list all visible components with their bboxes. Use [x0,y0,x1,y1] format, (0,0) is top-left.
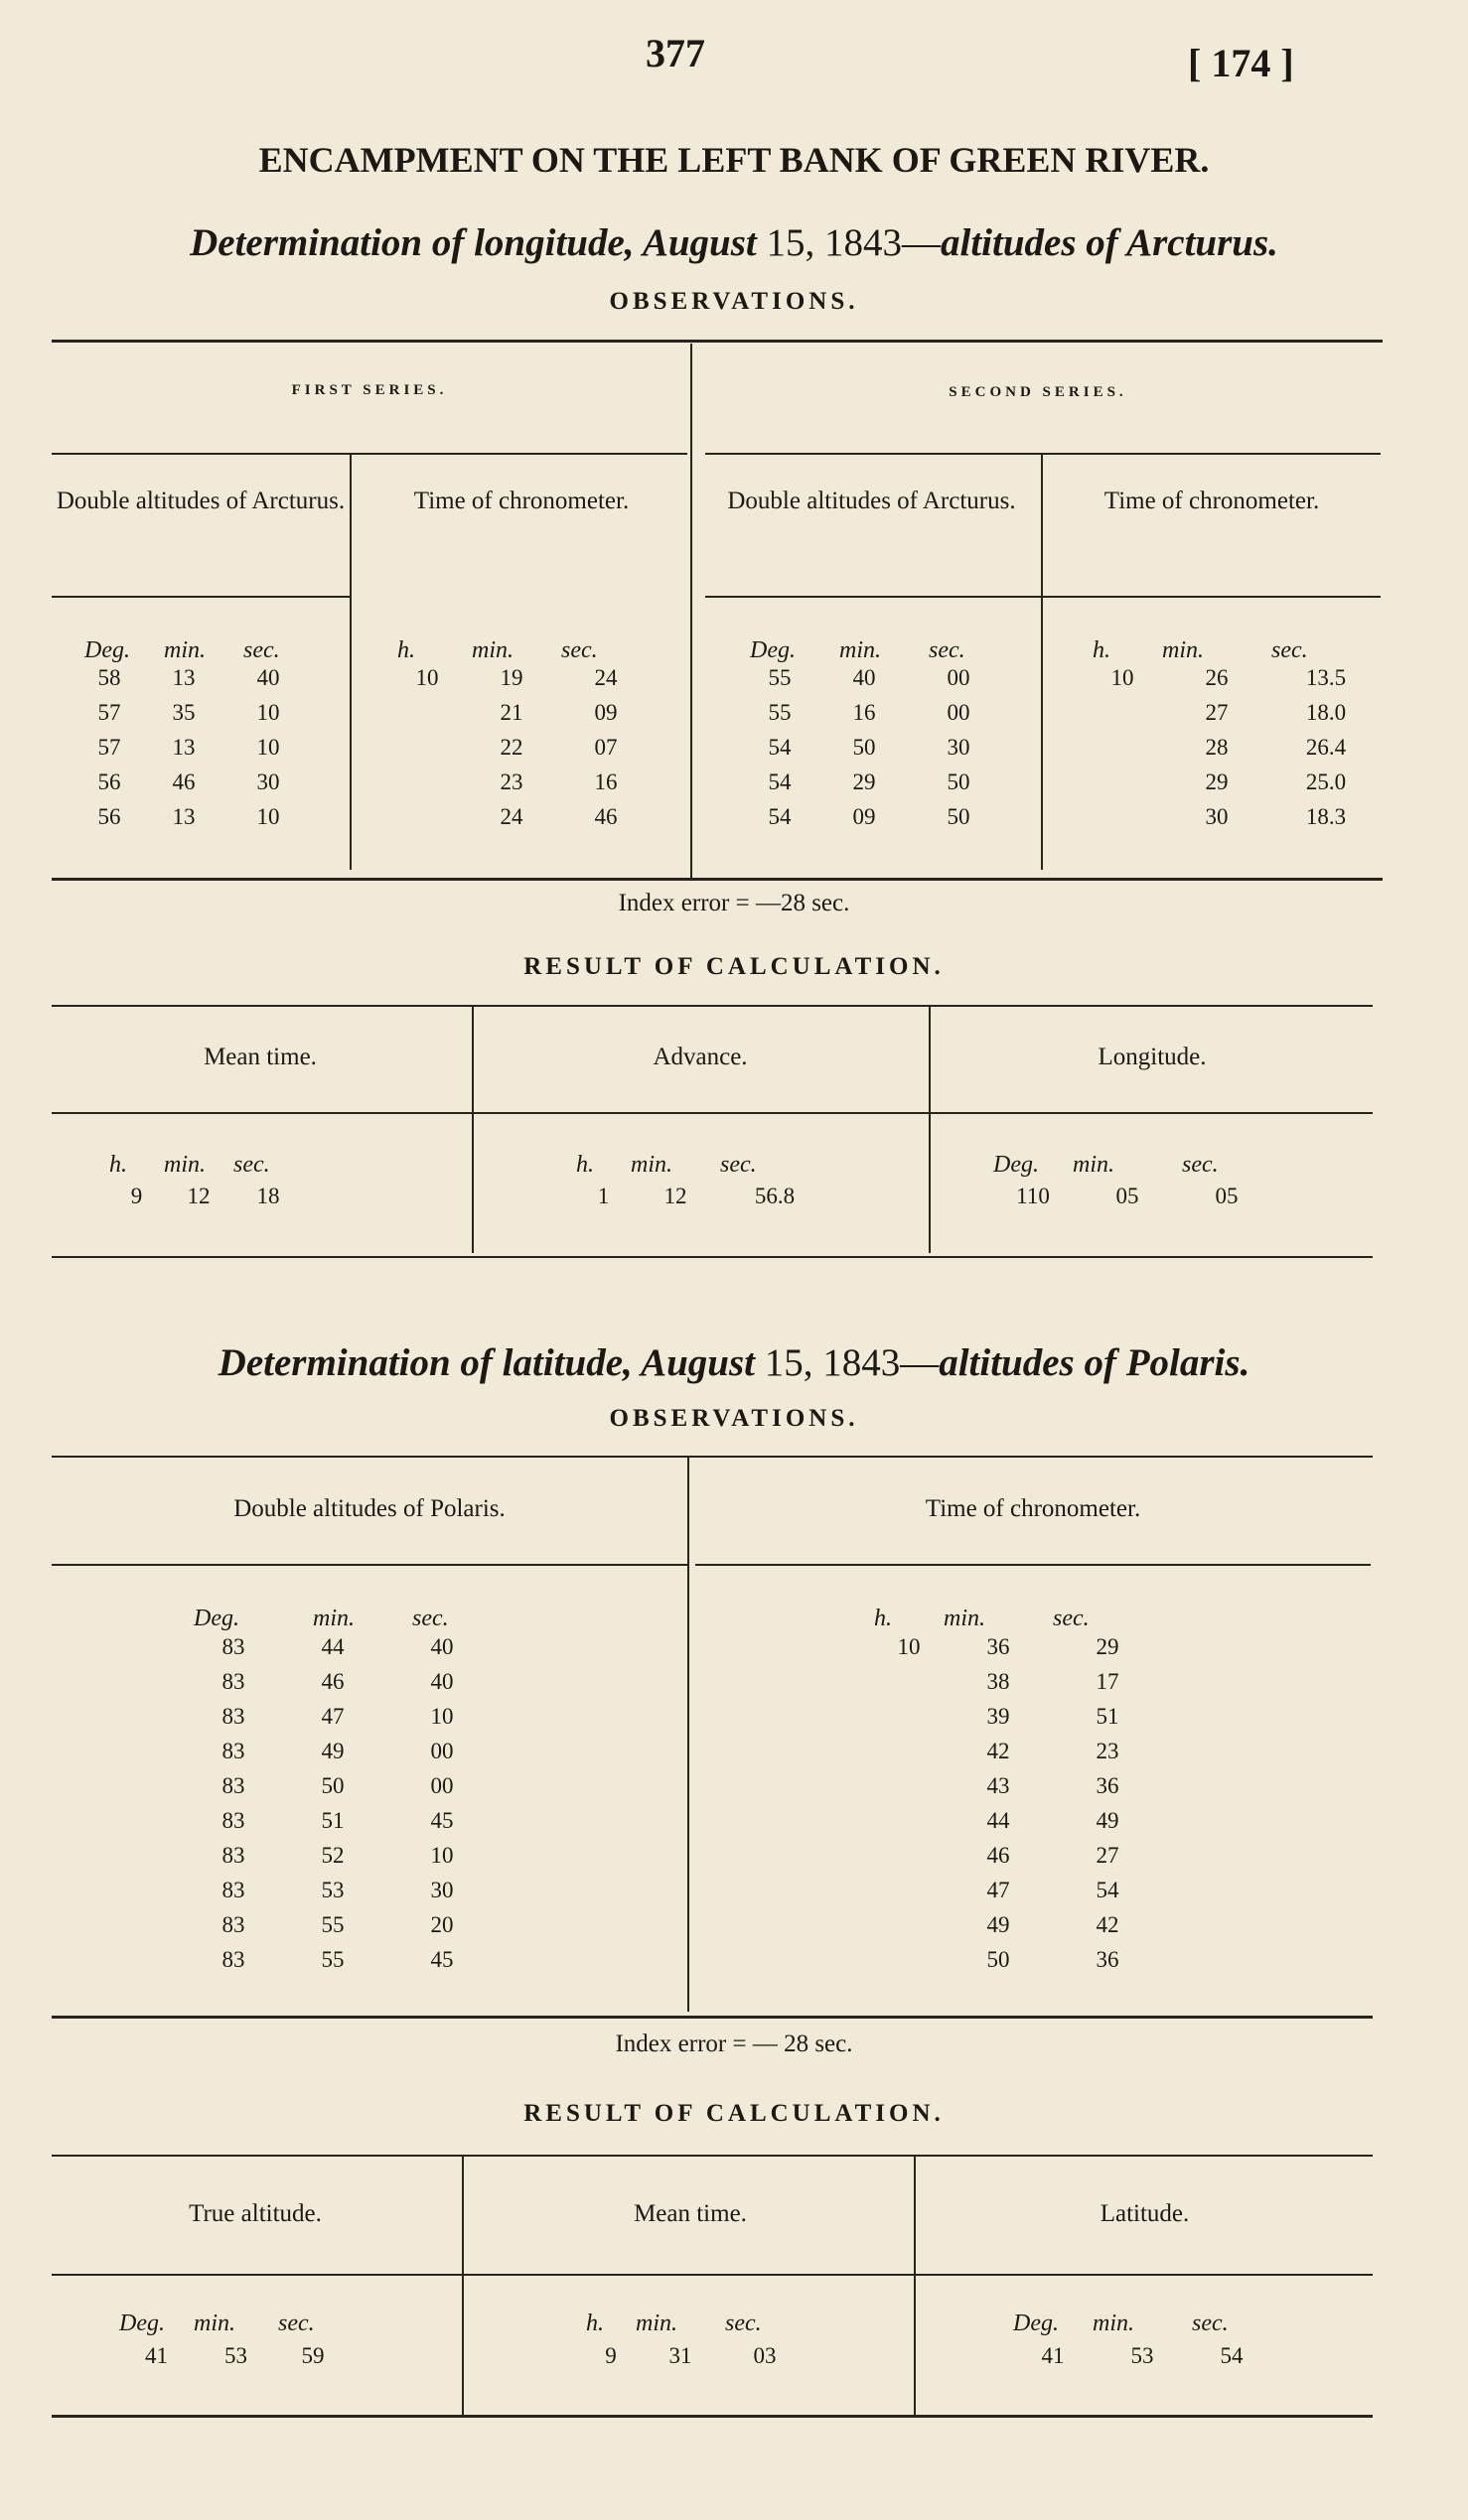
divider [687,1456,689,2012]
document-number: [ 174 ] [1188,41,1294,85]
rule [52,596,350,598]
polaris-time-row: 47 54 [986,1878,1119,1902]
res-value-mean-time: 9 31 03 [605,2343,777,2368]
polaris-alt-row: 83 55 20 [221,1912,454,1937]
latitude-observations-label: OBSERVATIONS. [609,1405,859,1432]
latitude-result-title: RESULT OF CALCULATION. [523,2100,945,2127]
second-alt-row: 54 50 30 [768,735,970,760]
units-row: h. min. sec. [397,637,598,663]
rule [52,453,687,455]
rule [52,340,1383,343]
latitude-title: Determination of latitude, August 15, 1843—altitudes of Polaris. [218,1341,1250,1384]
latitude-index-error: Index error = — 28 sec. [615,2030,853,2057]
longitude-observations-label: OBSERVATIONS. [609,288,859,315]
divider [462,2155,464,2415]
rule [705,453,1381,455]
polaris-time-row: 39 51 [986,1704,1119,1729]
divider [690,344,692,878]
first-alt-row: 58 13 40 [97,665,280,690]
polaris-time-row: 10 36 29 [897,1634,1119,1659]
units-row: h. min. sec. [586,2310,762,2336]
polaris-time-row: 38 17 [986,1669,1119,1694]
rule [52,2274,1373,2276]
rule [52,2155,1373,2157]
rule [52,1112,1373,1114]
first-alt-row: 57 35 10 [97,700,280,725]
polaris-alt-row: 83 50 00 [221,1773,454,1798]
col-header-alt: Double altitudes of Polaris. [233,1495,506,1522]
rule [52,878,1383,881]
page-number: 377 [646,31,705,75]
polaris-time-row: 44 49 [986,1808,1119,1833]
res-col-advance: Advance. [653,1044,748,1070]
longitude-index-error: Index error = —28 sec. [618,890,850,916]
units-row: h. min. sec. [576,1152,757,1178]
polaris-alt-row: 83 49 00 [221,1739,454,1763]
res-value-true-altitude: 41 53 59 [145,2343,325,2368]
second-time-row: 27 18.0 [1205,700,1347,725]
rule [52,1256,1373,1258]
polaris-alt-row: 83 46 40 [221,1669,454,1694]
polaris-time-row: 43 36 [986,1773,1119,1798]
res-col-mean-time: Mean time. [634,2200,747,2227]
rule [52,2415,1373,2418]
polaris-alt-row: 83 47 10 [221,1704,454,1729]
second-alt-row: 55 16 00 [768,700,970,725]
rule [695,1564,1371,1566]
polaris-time-row: 49 42 [986,1912,1119,1937]
polaris-time-row: 50 36 [986,1947,1119,1972]
units-row: Deg. min. sec. [993,1152,1219,1178]
polaris-alt-row: 83 52 10 [221,1843,454,1868]
first-time-row: 22 07 [500,735,618,760]
rule [52,1456,1373,1458]
longitude-title: Determination of longitude, August 15, 1843—altitudes of Arcturus. [190,221,1278,264]
rule [52,1564,687,1566]
units-row: Deg. min. sec. [84,637,280,663]
first-time-row: 21 09 [500,700,618,725]
units-row: Deg. min. sec. [119,2310,315,2336]
first-time-row: 24 46 [500,804,618,829]
second-alt-row: 55 40 00 [768,665,970,690]
second-time-row: 10 26 13.5 [1110,665,1347,690]
divider [1041,453,1043,870]
section-heading: ENCAMPMENT ON THE LEFT BANK OF GREEN RIVER. [258,140,1210,180]
rule [52,1005,1373,1007]
col-header-alt-1: Double altitudes of Arcturus. [56,488,346,514]
polaris-alt-row: 83 53 30 [221,1878,454,1902]
divider [472,1005,474,1253]
col-header-time: Time of chronometer. [925,1495,1141,1522]
units-row: h. min. sec. [1093,637,1308,663]
first-alt-row: 56 46 30 [97,770,280,794]
divider [350,453,352,870]
polaris-time-row: 46 27 [986,1843,1119,1868]
units-row: h. min. sec. [109,1152,270,1178]
units-row: Deg. min. sec. [1013,2310,1229,2336]
second-alt-row: 54 29 50 [768,770,970,794]
res-value-longitude: 110 05 05 [1016,1184,1239,1208]
second-time-row: 30 18.3 [1205,804,1347,829]
units-row: h. min. sec. [874,1606,1090,1631]
first-time-row: 23 16 [500,770,618,794]
col-header-alt-2: Double altitudes of Arcturus. [727,488,1016,514]
longitude-result-title: RESULT OF CALCULATION. [523,953,945,980]
col-header-time-2: Time of chronometer. [1103,488,1320,514]
units-row: Deg. min. sec. [750,637,965,663]
rule [52,2016,1373,2019]
res-col-mean-time: Mean time. [204,1044,317,1070]
polaris-alt-row: 83 44 40 [221,1634,454,1659]
res-col-true-altitude: True altitude. [189,2200,322,2227]
second-series-label: SECOND SERIES. [949,384,1127,400]
res-col-longitude: Longitude. [1098,1044,1207,1070]
first-alt-row: 56 13 10 [97,804,280,829]
polaris-alt-row: 83 51 45 [221,1808,454,1833]
first-alt-row: 57 13 10 [97,735,280,760]
second-time-row: 29 25.0 [1205,770,1347,794]
res-value-advance: 1 12 56.8 [597,1184,796,1208]
rule [705,596,1381,598]
first-time-row: 10 19 24 [415,665,618,690]
res-value-mean-time: 9 12 18 [130,1184,280,1208]
second-alt-row: 54 09 50 [768,804,970,829]
divider [914,2155,916,2415]
polaris-alt-row: 83 55 45 [221,1947,454,1972]
divider [929,1005,931,1253]
col-header-time-1: Time of chronometer. [413,488,630,514]
first-series-label: FIRST SERIES. [291,382,448,398]
second-time-row: 28 26.4 [1205,735,1347,760]
res-col-latitude: Latitude. [1100,2200,1190,2227]
polaris-time-row: 42 23 [986,1739,1119,1763]
res-value-latitude: 41 53 54 [1041,2343,1244,2368]
units-row: Deg. min. sec. [194,1606,449,1631]
